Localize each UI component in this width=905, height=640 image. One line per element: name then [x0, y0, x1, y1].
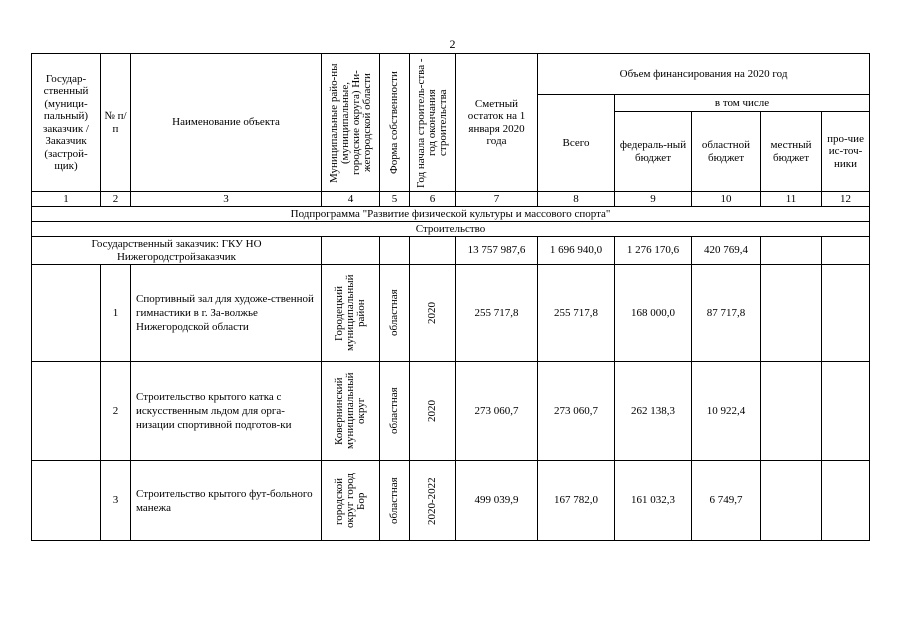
row-customer-empty: [32, 362, 101, 461]
row-years: [410, 461, 456, 541]
row-regional: 10 922,4: [692, 362, 761, 461]
financing-table: [31, 53, 870, 541]
row-local: [761, 362, 822, 461]
header-municipality: [322, 54, 380, 192]
row-ownership: [380, 461, 410, 541]
colnum-2: 2: [101, 192, 131, 207]
column-numbers-row: [32, 192, 870, 207]
row-number: 3: [101, 461, 131, 541]
row-customer-empty: [32, 265, 101, 362]
colnum-11: 11: [761, 192, 822, 207]
row-number: 2: [101, 362, 131, 461]
table-row: [32, 265, 870, 362]
row-local: [761, 265, 822, 362]
header-federal: федераль-ный бюджет: [615, 112, 692, 192]
row-estimate: 255 717,8: [456, 265, 538, 362]
row-estimate: 273 060,7: [456, 362, 538, 461]
row-municipality-text: городской округ город Бор: [333, 473, 367, 528]
row-regional: 6 749,7: [692, 461, 761, 541]
row-other: [822, 362, 870, 461]
header-ownership: [380, 54, 410, 192]
row-total: 255 717,8: [538, 265, 615, 362]
customer-ownership: [380, 237, 410, 265]
row-years-text: 2020: [426, 302, 438, 324]
row-municipality-text: Ковернинский муниципальный округ: [333, 372, 367, 450]
header-financing-group: Объем финансирования на 2020 год: [538, 54, 870, 95]
customer-years: [410, 237, 456, 265]
customer-total: 1 696 940,0: [538, 237, 615, 265]
header-regional: областной бюджет: [692, 112, 761, 192]
header-years: [410, 54, 456, 192]
row-ownership-text: областная: [388, 477, 400, 524]
row-other: [822, 265, 870, 362]
page-number: 2: [449, 37, 456, 51]
subprogram-row: [32, 207, 870, 222]
customer-local: [761, 237, 822, 265]
header-row-top: [32, 54, 870, 95]
header-customer: Государ-ственный (муници-пальный) заказчик / Заказчик (застрой-щик): [32, 54, 101, 192]
header-local: местный бюджет: [761, 112, 822, 192]
row-federal: 161 032,3: [615, 461, 692, 541]
row-estimate: 499 039,9: [456, 461, 538, 541]
colnum-8: 8: [538, 192, 615, 207]
row-object-name: Спортивный зал для художе-ственной гимнастики в г. За-волжье Нижегородской области: [131, 265, 322, 362]
row-years-text: 2020-2022: [426, 476, 438, 525]
row-local: [761, 461, 822, 541]
row-ownership-text: областная: [388, 289, 400, 337]
header-total: Всего: [538, 95, 615, 192]
row-total: 273 060,7: [538, 362, 615, 461]
row-municipality-text: Городецкий муниципальный район: [333, 274, 367, 352]
header-municipality-text: Муниципальные райо-ны (муниципальные, городские округа) Ни-жегородской области: [327, 62, 373, 183]
colnum-6: 6: [410, 192, 456, 207]
header-number: № п/п: [101, 54, 131, 192]
header-other: про-чие ис-точ-ники: [822, 112, 870, 192]
header-estimate: Сметный остаток на 1 января 2020 года: [456, 54, 538, 192]
customer-row: [32, 237, 870, 265]
colnum-10: 10: [692, 192, 761, 207]
customer-municipality: [322, 237, 380, 265]
row-municipality: [322, 265, 380, 362]
colnum-12: 12: [822, 192, 870, 207]
section-row: [32, 222, 870, 237]
subprogram-title: Подпрограмма "Развитие физической культуры и массового спорта": [32, 207, 870, 222]
colnum-9: 9: [615, 192, 692, 207]
header-object-name: Наименование объекта: [131, 54, 322, 192]
row-total: 167 782,0: [538, 461, 615, 541]
row-other: [822, 461, 870, 541]
row-years-text: 2020: [426, 400, 438, 422]
table-row: [32, 362, 870, 461]
colnum-7: 7: [456, 192, 538, 207]
header-years-text: Год начала строитель-ства - год окончания строительства: [415, 57, 449, 188]
row-ownership: [380, 265, 410, 362]
row-object-name: Строительство крытого фут-больного манежа: [131, 461, 322, 541]
row-object-name: Строительство крытого катка с искусственным льдом для орга-низации спортивной подготов-ки: [131, 362, 322, 461]
customer-federal: 1 276 170,6: [615, 237, 692, 265]
colnum-3: 3: [131, 192, 322, 207]
row-ownership: [380, 362, 410, 461]
colnum-1: 1: [32, 192, 101, 207]
row-years: [410, 362, 456, 461]
customer-regional: 420 769,4: [692, 237, 761, 265]
row-federal: 168 000,0: [615, 265, 692, 362]
row-customer-empty: [32, 461, 101, 541]
row-regional: 87 717,8: [692, 265, 761, 362]
row-years: [410, 265, 456, 362]
row-number: 1: [101, 265, 131, 362]
colnum-5: 5: [380, 192, 410, 207]
section-title: Строительство: [32, 222, 870, 237]
header-ownership-text: Форма собственности: [388, 71, 400, 174]
customer-name: Государственный заказчик: ГКУ НО Нижегородстройзаказчик: [32, 237, 322, 265]
customer-other: [822, 237, 870, 265]
row-ownership-text: областная: [388, 387, 400, 435]
colnum-4: 4: [322, 192, 380, 207]
row-municipality: [322, 362, 380, 461]
row-municipality: [322, 461, 380, 541]
header-including: в том числе: [615, 95, 870, 112]
row-federal: 262 138,3: [615, 362, 692, 461]
customer-estimate: 13 757 987,6: [456, 237, 538, 265]
table-row: [32, 461, 870, 541]
